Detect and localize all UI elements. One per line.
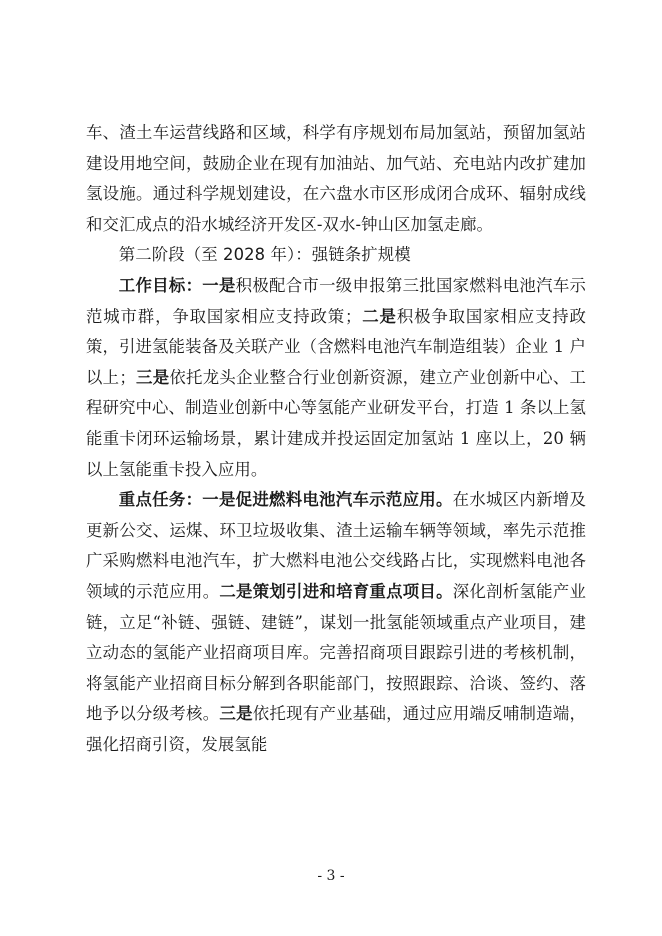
goals-label: 工作目标：	[118, 275, 203, 295]
goal-two-text: 积极争取国家相应支持政策，引进氢能装备及关联产业（含燃料电池汽车制造组装）企业 1 户以上；	[86, 306, 586, 387]
goal-one-text: 积极配合市一级申报第三批国家燃料电池汽车示范城市群，争取国家相应支持政策；	[86, 275, 586, 326]
goal-three-text: 依托龙头企业整合行业创新资源，建立产业创新中心、工程研究中心、制造业创新中心等氢能产业研发平台，打造 1 条以上氢能重卡闭环运输场景，累计建成并投运固定加氢站 1 座以上，20 辆以上氢能重卡投入应用。	[86, 367, 586, 479]
paragraph-text: 车、渣土车运营线路和区域，科学有序规划布局加氢站，预留加氢站建设用地空间，鼓励企业在现有加油站、加气站、充电站内改扩建加氢设施。通过科学规划建设，在六盘水市区形成闭合成环、辐射成线和交汇成点的沿水城经济开发区-双水-钟山区加氢走廊。	[86, 123, 586, 234]
goal-one-label: 一是	[202, 275, 236, 295]
goal-two-label: 二是	[361, 306, 397, 326]
task-two-title: 二是策划引进和培育重点项目。	[219, 581, 453, 601]
task-three-label: 三是	[219, 704, 253, 724]
document-body	[86, 118, 586, 760]
section-heading-stage-two: 第二阶段（至 2028 年）：强链条扩规模	[118, 245, 411, 265]
paragraph-key-tasks	[86, 485, 586, 760]
paragraph-hydrogen-corridor	[86, 118, 586, 240]
task-three-text: 依托现有产业基础，通过应用端反哺制造端，强化招商引资，发展氢能	[86, 704, 587, 754]
page-number: - 3 -	[317, 868, 345, 884]
task-two-text: 深化剖析氢能产业链，立足“补链、强链、建链”，谋划一批氢能领域重点产业项目，建立动态的氢能产业招商项目库。完善招商项目跟踪引进的考核机制，将氢能产业招商目标分解到各职能部门，按照跟踪、洽谈、签约、落地予以分级考核。	[86, 581, 586, 724]
task-one-text: 在水城区内新增及更新公交、运煤、环卫垃圾收集、渣土运输车辆等领域，率先示范推广采购燃料电池汽车，扩大燃料电池公交线路占比，实现燃料电池各领域的示范应用。	[86, 490, 586, 601]
tasks-label: 重点任务：	[118, 490, 203, 510]
paragraph-work-goals	[86, 271, 586, 485]
goal-three-label: 三是	[135, 367, 170, 387]
task-one-title: 一是促进燃料电池汽车示范应用。	[202, 490, 453, 510]
